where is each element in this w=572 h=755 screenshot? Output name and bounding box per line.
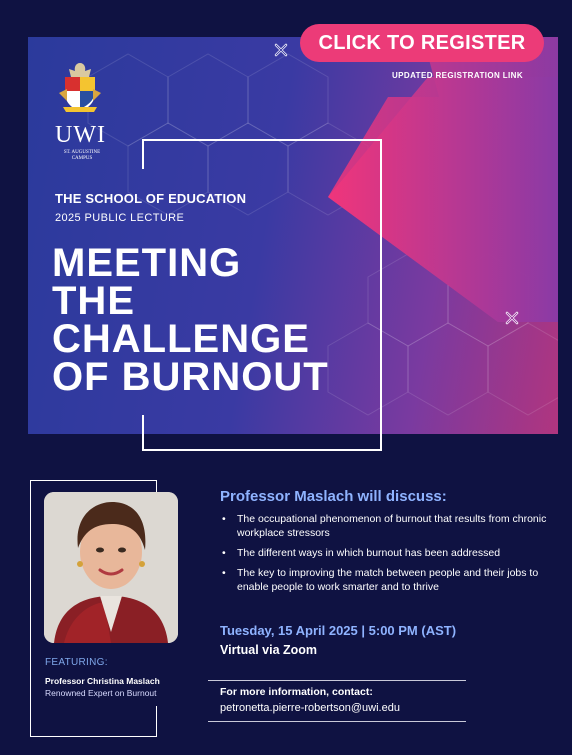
speaker-role: Renowned Expert on Burnout [45,688,157,698]
register-button[interactable]: CLICK TO REGISTER [300,24,544,62]
title-frame-bottom [142,449,382,451]
title-frame-left-bottom [142,415,144,451]
campus-line-1: ST. AUGUSTINE [63,150,101,155]
contact-divider-bottom [208,721,466,722]
event-date-time: Tuesday, 15 April 2025 | 5:00 PM (AST) [220,623,457,638]
x-mark-icon [504,310,520,326]
title-line-1: MEETING [52,241,242,285]
title-line-2: THE [52,279,135,323]
title-line-3: CHALLENGE [52,317,310,361]
title-frame-left-top [142,139,144,169]
discussion-point: • The occupational phenomenon of burnout that results from chronic workplace stressors [220,512,550,540]
campus-label [52,150,112,162]
uwi-logo-text: UWI [55,122,106,148]
title-line-4: OF BURNOUT [52,355,329,399]
speaker-frame-right [156,706,157,736]
discussion-point: • The key to improving the match between people and their jobs to enable people to work smarter and to thrive [220,566,550,594]
contact-label: For more information, contact: [220,686,373,698]
school-name: THE SCHOOL OF EDUCATION [55,191,247,206]
event-venue: Virtual via Zoom [220,643,318,657]
featuring-label: FEATURING: [45,657,108,668]
speaker-frame-right-top [156,480,157,492]
lecture-title [52,241,329,399]
speaker-photo [44,492,178,643]
discussion-title: Professor Maslach will discuss: [220,488,447,505]
speaker-name: Professor Christina Maslach [45,676,160,686]
x-mark-icon [273,42,289,58]
discussion-list [220,512,550,600]
lecture-label: 2025 PUBLIC LECTURE [55,212,185,224]
uwi-crest-icon [55,55,105,117]
speaker-frame-bottom [30,736,157,737]
contact-divider-top [208,680,466,681]
campus-line-2: CAMPUS [71,156,93,161]
discussion-point: • The different ways in which burnout has been addressed [220,546,550,560]
registration-note: UPDATED REGISTRATION LINK [392,71,524,80]
contact-email-link[interactable]: petronetta.pierre-robertson@uwi.edu [220,702,400,714]
